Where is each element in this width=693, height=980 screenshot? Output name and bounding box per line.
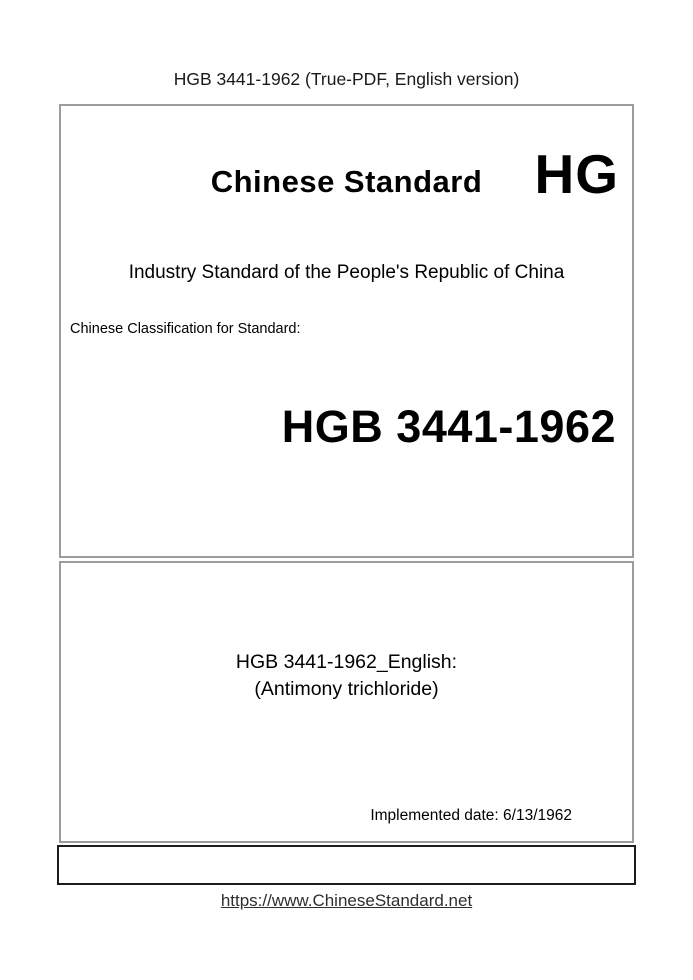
document-title-line1: HGB 3441-1962_English:	[235, 651, 458, 673]
document-title	[61, 649, 632, 703]
website-link[interactable]: https://www.ChineseStandard.net	[220, 891, 473, 910]
brand-title: Chinese Standard	[210, 164, 483, 199]
document-title-line2: (Antimony trichloride)	[254, 678, 439, 700]
cover-top-panel	[59, 104, 634, 558]
document-header-title: HGB 3441-1962 (True-PDF, English version)	[173, 69, 520, 89]
brand-code: HG	[534, 143, 619, 205]
standard-number: HGB 3441-1962	[281, 401, 616, 452]
cover-bottom-panel	[57, 845, 636, 885]
classification-label: Chinese Classification for Standard:	[70, 321, 301, 337]
implemented-date: Implemented date: 6/13/1962	[370, 807, 572, 824]
cover-middle-panel	[59, 561, 634, 843]
cover-subtitle: Industry Standard of the People's Republic of China	[128, 262, 565, 283]
